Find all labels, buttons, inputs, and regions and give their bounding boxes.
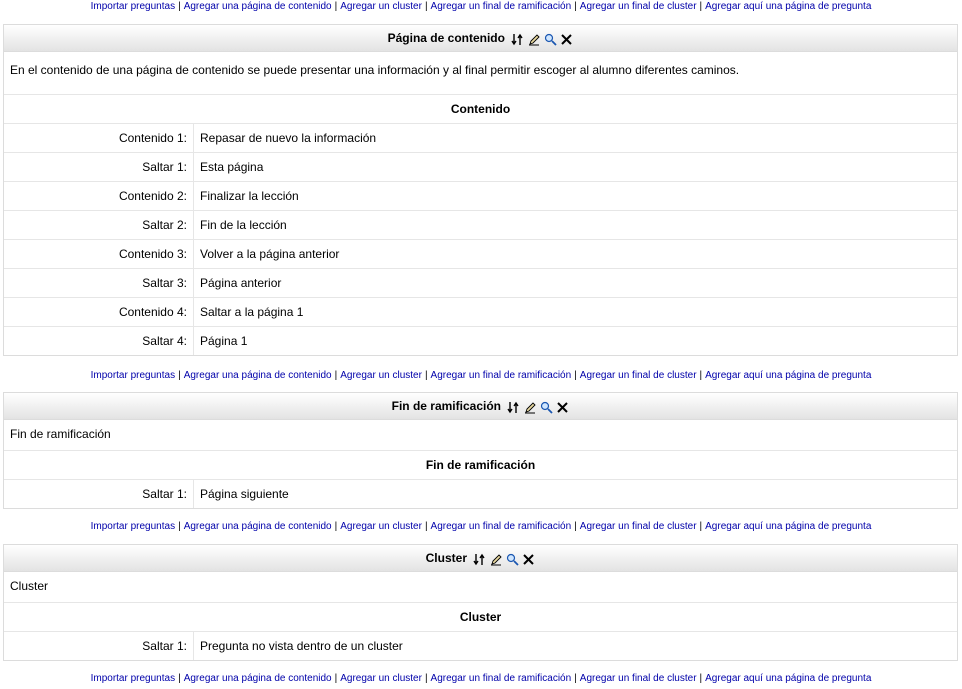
add-end-of-cluster-link[interactable]: Agregar un final de cluster xyxy=(579,1,697,12)
add-question-page-here-link[interactable]: Agregar aquí una página de pregunta xyxy=(705,521,872,532)
add-end-of-branch-link[interactable]: Agregar un final de ramificación xyxy=(430,1,572,12)
section-heading: Contenido xyxy=(4,95,957,124)
action-links-bar: Importar preguntas | Agregar una página de contenido | Agregar un cluster | Agregar un final de ramificación | Agregar un final de cluster | Agregar aquí una página de pregunta xyxy=(90,673,872,684)
delete-icon[interactable] xyxy=(556,401,569,414)
table-row xyxy=(4,298,957,327)
row-label: Contenido 1: xyxy=(4,124,194,152)
import-questions-link[interactable]: Importar preguntas xyxy=(90,370,176,381)
page-title: Cluster xyxy=(425,551,467,565)
action-links-bar: Importar preguntas | Agregar una página de contenido | Agregar un cluster | Agregar un final de ramificación | Agregar un final de cluster | Agregar aquí una página de pregunta xyxy=(90,521,872,532)
row-value: Volver a la página anterior xyxy=(200,247,340,261)
row-value: Esta página xyxy=(200,160,264,174)
add-question-page-here-link[interactable]: Agregar aquí una página de pregunta xyxy=(705,370,872,381)
preview-icon[interactable] xyxy=(544,33,557,46)
table-row xyxy=(4,211,957,240)
row-label: Saltar 1: xyxy=(4,632,194,660)
lesson-page-box xyxy=(3,392,958,509)
add-content-page-link[interactable]: Agregar una página de contenido xyxy=(183,1,332,12)
table-row xyxy=(4,124,957,153)
section-heading: Fin de ramificación xyxy=(4,451,957,480)
row-value: Saltar a la página 1 xyxy=(200,305,304,319)
delete-icon[interactable] xyxy=(560,33,573,46)
move-icon[interactable] xyxy=(473,553,486,566)
row-label: Saltar 3: xyxy=(4,269,194,297)
table-row xyxy=(4,327,957,355)
add-cluster-link[interactable]: Agregar un cluster xyxy=(340,521,422,532)
import-questions-link[interactable]: Importar preguntas xyxy=(90,1,176,12)
move-icon[interactable] xyxy=(511,33,524,46)
add-end-of-branch-link[interactable]: Agregar un final de ramificación xyxy=(430,370,572,381)
add-content-page-link[interactable]: Agregar una página de contenido xyxy=(183,370,332,381)
delete-icon[interactable] xyxy=(522,553,535,566)
add-cluster-link[interactable]: Agregar un cluster xyxy=(340,673,422,684)
page-description: En el contenido de una página de contenido se puede presentar una información y al final permitir escoger al alumno diferentes caminos. xyxy=(4,52,957,95)
edit-icon[interactable] xyxy=(524,401,537,414)
table-row xyxy=(4,480,957,508)
table-row xyxy=(4,632,957,660)
table-row xyxy=(4,269,957,298)
import-questions-link[interactable]: Importar preguntas xyxy=(90,521,176,532)
row-value: Fin de la lección xyxy=(200,218,287,232)
move-icon[interactable] xyxy=(507,401,520,414)
row-value: Pregunta no vista dentro de un cluster xyxy=(200,639,403,653)
row-label: Saltar 1: xyxy=(4,153,194,181)
edit-icon[interactable] xyxy=(528,33,541,46)
preview-icon[interactable] xyxy=(506,553,519,566)
row-value: Finalizar la lección xyxy=(200,189,299,203)
page-title: Fin de ramificación xyxy=(391,399,501,413)
edit-icon[interactable] xyxy=(490,553,503,566)
action-links-bar: Importar preguntas | Agregar una página de contenido | Agregar un cluster | Agregar un final de ramificación | Agregar un final de cluster | Agregar aquí una página de pregunta xyxy=(90,370,872,381)
row-label: Contenido 2: xyxy=(4,182,194,210)
add-cluster-link[interactable]: Agregar un cluster xyxy=(340,1,422,12)
lesson-page-box xyxy=(3,544,958,661)
page-title-bar xyxy=(4,25,957,52)
lesson-page-box xyxy=(3,24,958,356)
table-row xyxy=(4,153,957,182)
section-heading: Cluster xyxy=(4,603,957,632)
add-cluster-link[interactable]: Agregar un cluster xyxy=(340,370,422,381)
add-end-of-branch-link[interactable]: Agregar un final de ramificación xyxy=(430,673,572,684)
page-title-bar xyxy=(4,545,957,572)
row-label: Contenido 3: xyxy=(4,240,194,268)
action-links-bar: Importar preguntas | Agregar una página de contenido | Agregar un cluster | Agregar un final de ramificación | Agregar un final de cluster | Agregar aquí una página de pregunta xyxy=(90,1,872,12)
page-description: Fin de ramificación xyxy=(4,420,957,451)
row-value: Repasar de nuevo la información xyxy=(200,131,377,145)
row-value: Página siguiente xyxy=(200,487,289,501)
table-row xyxy=(4,240,957,269)
preview-icon[interactable] xyxy=(540,401,553,414)
row-label: Saltar 2: xyxy=(4,211,194,239)
add-content-page-link[interactable]: Agregar una página de contenido xyxy=(183,673,332,684)
row-label: Saltar 4: xyxy=(4,327,194,355)
row-label: Contenido 4: xyxy=(4,298,194,326)
add-end-of-cluster-link[interactable]: Agregar un final de cluster xyxy=(579,673,697,684)
add-content-page-link[interactable]: Agregar una página de contenido xyxy=(183,521,332,532)
page-title: Página de contenido xyxy=(387,31,505,45)
add-end-of-cluster-link[interactable]: Agregar un final de cluster xyxy=(579,521,697,532)
row-value: Página 1 xyxy=(200,334,248,348)
add-end-of-cluster-link[interactable]: Agregar un final de cluster xyxy=(579,370,697,381)
add-end-of-branch-link[interactable]: Agregar un final de ramificación xyxy=(430,521,572,532)
row-label: Saltar 1: xyxy=(4,480,194,508)
row-value: Página anterior xyxy=(200,276,282,290)
page-title-bar xyxy=(4,393,957,420)
page-description: Cluster xyxy=(4,572,957,603)
import-questions-link[interactable]: Importar preguntas xyxy=(90,673,176,684)
add-question-page-here-link[interactable]: Agregar aquí una página de pregunta xyxy=(705,1,872,12)
add-question-page-here-link[interactable]: Agregar aquí una página de pregunta xyxy=(705,673,872,684)
table-row xyxy=(4,182,957,211)
